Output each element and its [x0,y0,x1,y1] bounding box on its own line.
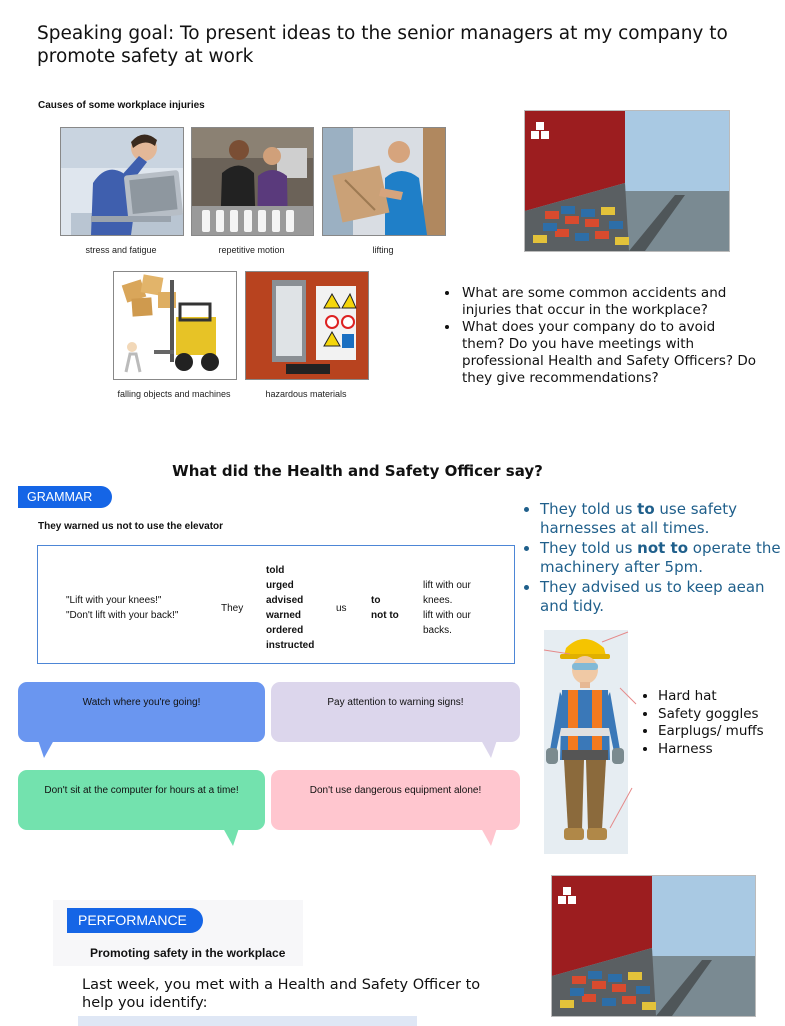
ppe-item: • Earplugs/ muffs [658,723,778,741]
reported-item: • They told us not to operate the machinery after 5pm. [540,539,785,578]
performance-subtitle: Promoting safety in the workplace [90,946,286,960]
caption-stress: stress and fatigue [85,245,157,255]
infinitive-not-to: not to [371,610,399,621]
port-ship-photo [524,110,730,252]
speech-bubble-computer [18,770,265,830]
discussion-questions [440,285,760,387]
bubble-text: Watch where you're going! [82,697,201,708]
speech-bubble-watch [18,682,265,742]
falling-objects-photo [113,271,237,380]
hazardous-materials-photo [245,271,369,380]
callout-lines [540,628,640,848]
subject-they: They [221,603,244,614]
bubble-tail [223,828,239,846]
caption-lifting: lifting [372,245,394,255]
verb-ordered: ordered [266,625,304,636]
verb-instructed: instructed [266,640,315,651]
ppe-list [637,688,778,758]
page-title: Speaking goal: To present ideas to the senior managers at my company to promote safety at work [37,23,728,67]
performance-prompt: Last week, you met with a Health and Safety Officer to help you identify: [82,977,481,1011]
bubble-tail [481,740,497,758]
answer-field[interactable] [78,1016,417,1026]
caption-repetitive: repetitive motion [218,245,285,255]
bubble-text: Pay attention to warning signs! [327,697,464,708]
ppe-item: • Safety goggles [658,706,778,724]
lifting-photo [322,127,446,236]
completion-line: backs. [423,625,452,636]
quote-1: "Lift with your knees!" [66,595,162,606]
completion-line: lift with our [423,580,471,591]
grammar-tag: GRAMMAR [18,486,112,508]
reported-item: • They advised us to keep aean and tidy. [540,578,785,617]
port-ship-photo-2 [551,875,756,1017]
completion-line: lift with our [423,610,471,621]
bubble-text: Don't use dangerous equipment alone! [309,785,482,796]
verb-advised: advised [266,595,304,606]
speech-bubble-equipment [271,770,520,830]
ppe-item: • Hard hat [658,688,778,706]
causes-title: Causes of some workplace injuries [38,100,205,111]
question-item: • What does your company do to avoid them? Do you have meetings with professional Health and Safety Officers? Do they give recommendations? [460,319,760,387]
bubble-tail [38,740,54,758]
quote-2: "Don't lift with your back!" [66,610,179,621]
caption-falling-objects: falling objects and machines [117,389,231,399]
grammar-table [37,545,515,664]
performance-tag: PERFORMANCE [67,908,203,933]
completion-line: knees. [423,595,453,606]
speech-bubble-warning-signs [271,682,520,742]
caption-hazardous: hazardous materials [265,389,347,399]
stress-photo [60,127,184,236]
infinitive-to: to [371,595,381,606]
reported-item: • They told us to use safety harnesses at all times. [540,500,785,539]
section-title: What did the Health and Safety Officer say? [172,462,543,480]
verb-warned: warned [266,610,302,621]
bubble-tail [481,828,497,846]
ppe-item: • Harness [658,741,778,759]
grammar-example: They warned us not to use the elevator [38,521,224,532]
object-us: us [336,603,347,614]
verb-told: told [266,565,285,576]
verb-urged: urged [266,580,294,591]
repetitive-motion-photo [191,127,314,236]
bubble-text: Don't sit at the computer for hours at a time! [44,785,239,796]
question-item: • What are some common accidents and injuries that occur in the workplace? [460,285,760,319]
reported-speech-list [520,500,785,616]
